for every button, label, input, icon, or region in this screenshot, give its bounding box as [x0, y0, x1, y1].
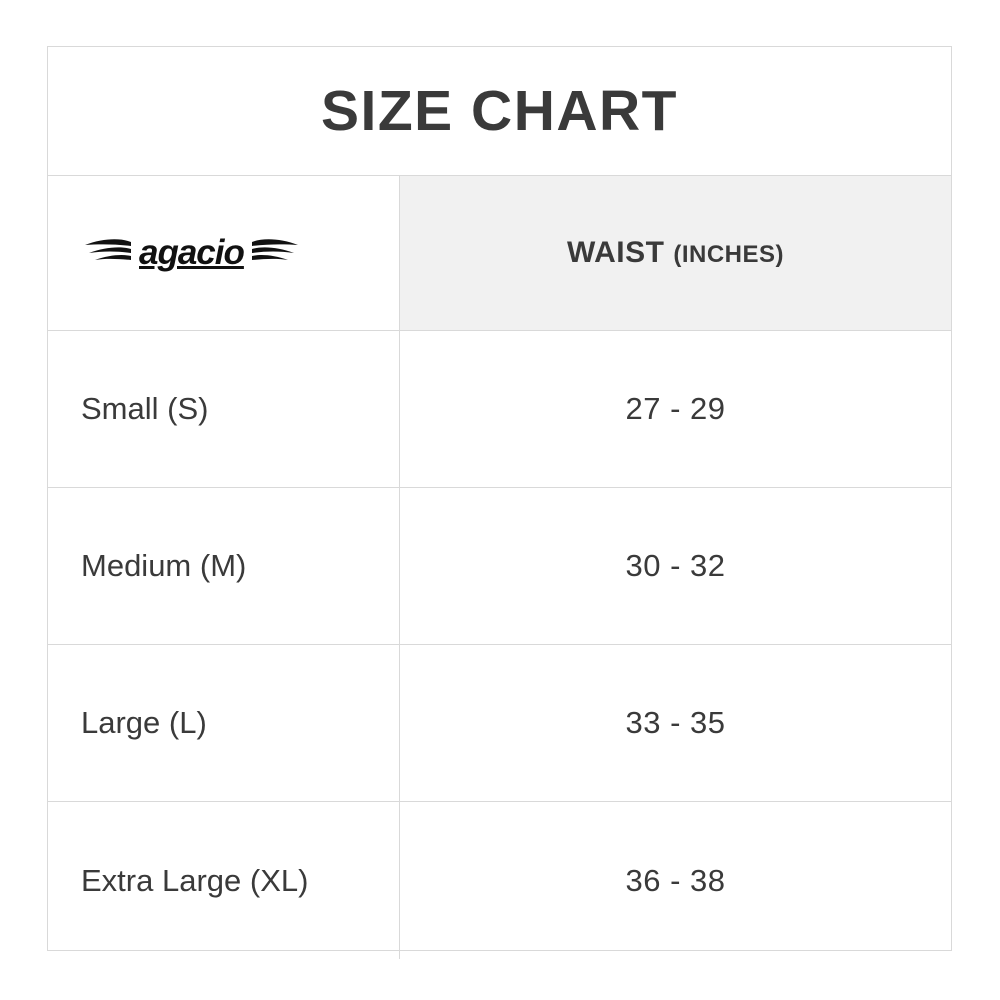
brand-cell — [48, 176, 400, 330]
size-label: Large (L) — [81, 705, 207, 740]
measure-header-main: WAIST — [566, 236, 674, 269]
waist-cell — [400, 488, 951, 644]
waist-value: 30 - 32 — [625, 548, 726, 583]
table-header-row — [48, 176, 951, 331]
size-label: Medium (M) — [81, 548, 247, 583]
table-row — [48, 331, 951, 488]
size-label: Extra Large (XL) — [81, 862, 309, 898]
table-row — [48, 645, 951, 802]
page-title: SIZE CHART — [321, 79, 678, 143]
waist-value: 27 - 29 — [625, 391, 726, 426]
size-cell — [48, 488, 400, 644]
wing-left-icon — [81, 236, 133, 271]
size-cell — [48, 331, 400, 487]
measure-header-unit: (INCHES) — [673, 241, 784, 268]
measure-header-cell — [400, 176, 951, 330]
size-label: Small (S) — [81, 391, 209, 426]
waist-value: 36 - 38 — [625, 862, 726, 898]
waist-cell — [400, 802, 951, 959]
table-row — [48, 802, 951, 959]
measure-header-label — [567, 236, 784, 270]
wing-right-icon — [250, 236, 302, 271]
waist-cell — [400, 645, 951, 801]
size-cell — [48, 802, 400, 959]
brand-name: agacio — [139, 233, 244, 272]
table-row — [48, 488, 951, 645]
brand-logo — [81, 233, 302, 273]
size-chart-table — [47, 46, 952, 951]
chart-title-row — [48, 47, 951, 176]
waist-value: 33 - 35 — [625, 705, 726, 740]
waist-cell — [400, 331, 951, 487]
size-cell — [48, 645, 400, 801]
